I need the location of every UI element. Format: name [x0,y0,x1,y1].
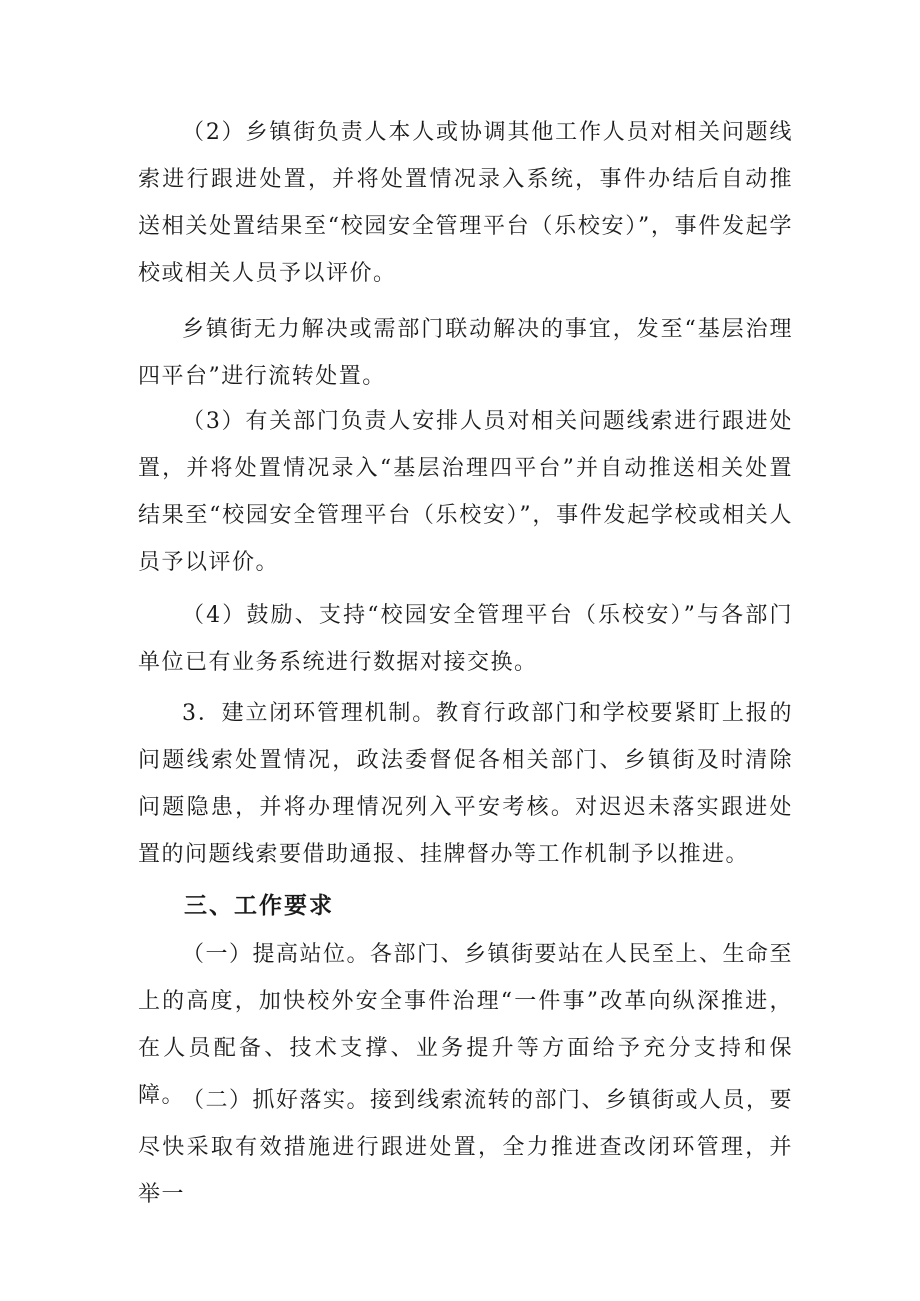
section-heading-work-requirements: 三、工作要求 [184,893,334,919]
paragraph-department-handling: （3）有关部门负责人安排人员对相关问题线索进行跟进处置，并将处置情况录入“基层治理四平台”并自动推送相关处置结果至“校园安全管理平台（乐校安）”，事件发起学校或相关人员予以评价。 [138,409,793,575]
paragraph-escalation: 乡镇街无力解决或需部门联动解决的事宜，发至“基层治理四平台”进行流转处置。 [138,317,793,389]
paragraph-closed-loop-mechanism: 3．建立闭环管理机制。教育行政部门和学校要紧盯上报的问题线索处置情况，政法委督促各相关部门、乡镇街及时清除问题隐患，并将办理情况列入平安考核。对迟迟未落实跟进处置的问题线索要借助通报、挂牌督办等工作机制予以推进。 [138,701,793,867]
paragraph-raise-position: （一）提高站位。各部门、乡镇街要站在人民至上、生命至上的高度，加快校外安全事件治理“一件事”改革向纵深推进，在人员配备、技术支撑、业务提升等方面给予充分支持和保障。 [138,942,794,1108]
paragraph-township-handling: （2）乡镇街负责人本人或协调其他工作人员对相关问题线索进行跟进处置，并将处置情况录入系统，事件办结后自动推送相关处置结果至“校园安全管理平台（乐校安）”，事件发起学校或相关人员予以评价。 [138,120,793,286]
paragraph-implementation: （二）抓好落实。接到线索流转的部门、乡镇街或人员，要尽快采取有效措施进行跟进处置，全力推进查改闭环管理，并举一 [138,1088,794,1207]
paragraph-data-exchange: （4）鼓励、支持“校园安全管理平台（乐校安）”与各部门单位已有业务系统进行数据对接交换。 [138,603,793,675]
